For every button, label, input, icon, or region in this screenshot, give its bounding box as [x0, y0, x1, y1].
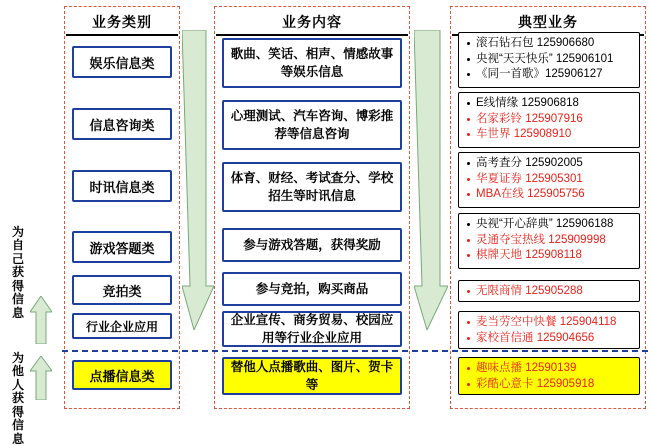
typical-list — [465, 36, 635, 83]
typical-list — [465, 156, 635, 203]
typical-item: 灵通夺宝热线 125909998 — [465, 233, 635, 249]
typical-item: 家校首信通 125904656 — [465, 331, 635, 347]
typical-box[interactable] — [458, 32, 640, 88]
typical-list — [465, 361, 635, 392]
content-box[interactable]: 歌曲、笑话、相声、情感故事等娱乐信息 — [222, 38, 402, 88]
content-column-title-text: 业务内容 — [216, 12, 408, 36]
typical-item: 《同一首歌》125906127 — [465, 67, 635, 83]
arrow-band-category-to-content — [182, 30, 214, 330]
typical-box[interactable] — [458, 92, 640, 148]
typical-item: 麦当劳空中快餐 125904118 — [465, 315, 635, 331]
typical-item: 彩酷心意卡 125905918 — [465, 377, 635, 393]
content-box[interactable]: 参与竞拍，购买商品 — [222, 272, 402, 306]
typical-item: 央视“天天快乐” 125906101 — [465, 52, 635, 68]
typical-item: 滚石钻石包 125906680 — [465, 36, 635, 52]
content-box[interactable]: 体育、财经、考试查分、学校招生等时讯信息 — [222, 162, 402, 212]
content-column-title — [216, 12, 408, 36]
up-arrow-other-icon — [30, 356, 52, 405]
side-label-other: 为他人获得信息 — [11, 351, 24, 446]
category-box[interactable]: 信息咨询类 — [72, 108, 172, 140]
typical-item: 央视“开心辞典” 125906188 — [465, 217, 635, 233]
category-box[interactable]: 竞拍类 — [72, 275, 172, 305]
content-box[interactable]: 企业宣传、商务贸易、校园应用等行业企业应用 — [222, 311, 402, 347]
content-box-highlighted[interactable]: 替他人点播歌曲、图片、贺卡等 — [222, 357, 402, 395]
typical-box[interactable] — [458, 311, 640, 349]
typical-list — [465, 96, 635, 143]
typical-item: E线情缘 125906818 — [465, 96, 635, 112]
typical-item: 华夏证券 125905301 — [465, 172, 635, 188]
category-box-highlighted[interactable]: 点播信息类 — [72, 360, 172, 390]
typical-item: 车世界 125908910 — [465, 127, 635, 143]
typical-item: 名家彩铃 125907916 — [465, 112, 635, 128]
typical-list — [465, 217, 635, 264]
category-box[interactable]: 时讯信息类 — [72, 170, 172, 202]
category-column-title — [66, 12, 178, 36]
typical-list — [465, 315, 635, 346]
side-label-self: 为自己获得信息 — [11, 225, 24, 320]
category-box[interactable]: 娱乐信息类 — [72, 46, 172, 78]
content-box[interactable]: 心理测试、汽车咨询、博彩推荐等信息咨询 — [222, 100, 402, 150]
typical-list — [465, 284, 635, 300]
category-box[interactable]: 游戏答题类 — [72, 231, 172, 263]
up-arrow-self-icon — [30, 296, 52, 349]
arrow-band-content-to-typical — [414, 30, 448, 330]
typical-column-title-text: 典型业务 — [452, 12, 644, 36]
category-box[interactable]: 行业企业应用 — [72, 313, 172, 339]
typical-item: 无限商情 125905288 — [465, 284, 635, 300]
section-separator — [62, 350, 648, 352]
typical-box[interactable] — [458, 280, 640, 302]
content-box[interactable]: 参与游戏答题，获得奖励 — [222, 228, 402, 262]
typical-box-highlighted[interactable] — [458, 357, 640, 395]
typical-item: MBA在线 125905756 — [465, 187, 635, 203]
typical-item: 棋牌天地 125908118 — [465, 248, 635, 264]
typical-box[interactable] — [458, 213, 640, 269]
category-column-title-text: 业务类别 — [66, 12, 178, 36]
typical-box[interactable] — [458, 152, 640, 208]
typical-item: 高考査分 125902005 — [465, 156, 635, 172]
typical-item: 趣味点播 12590139 — [465, 361, 635, 377]
